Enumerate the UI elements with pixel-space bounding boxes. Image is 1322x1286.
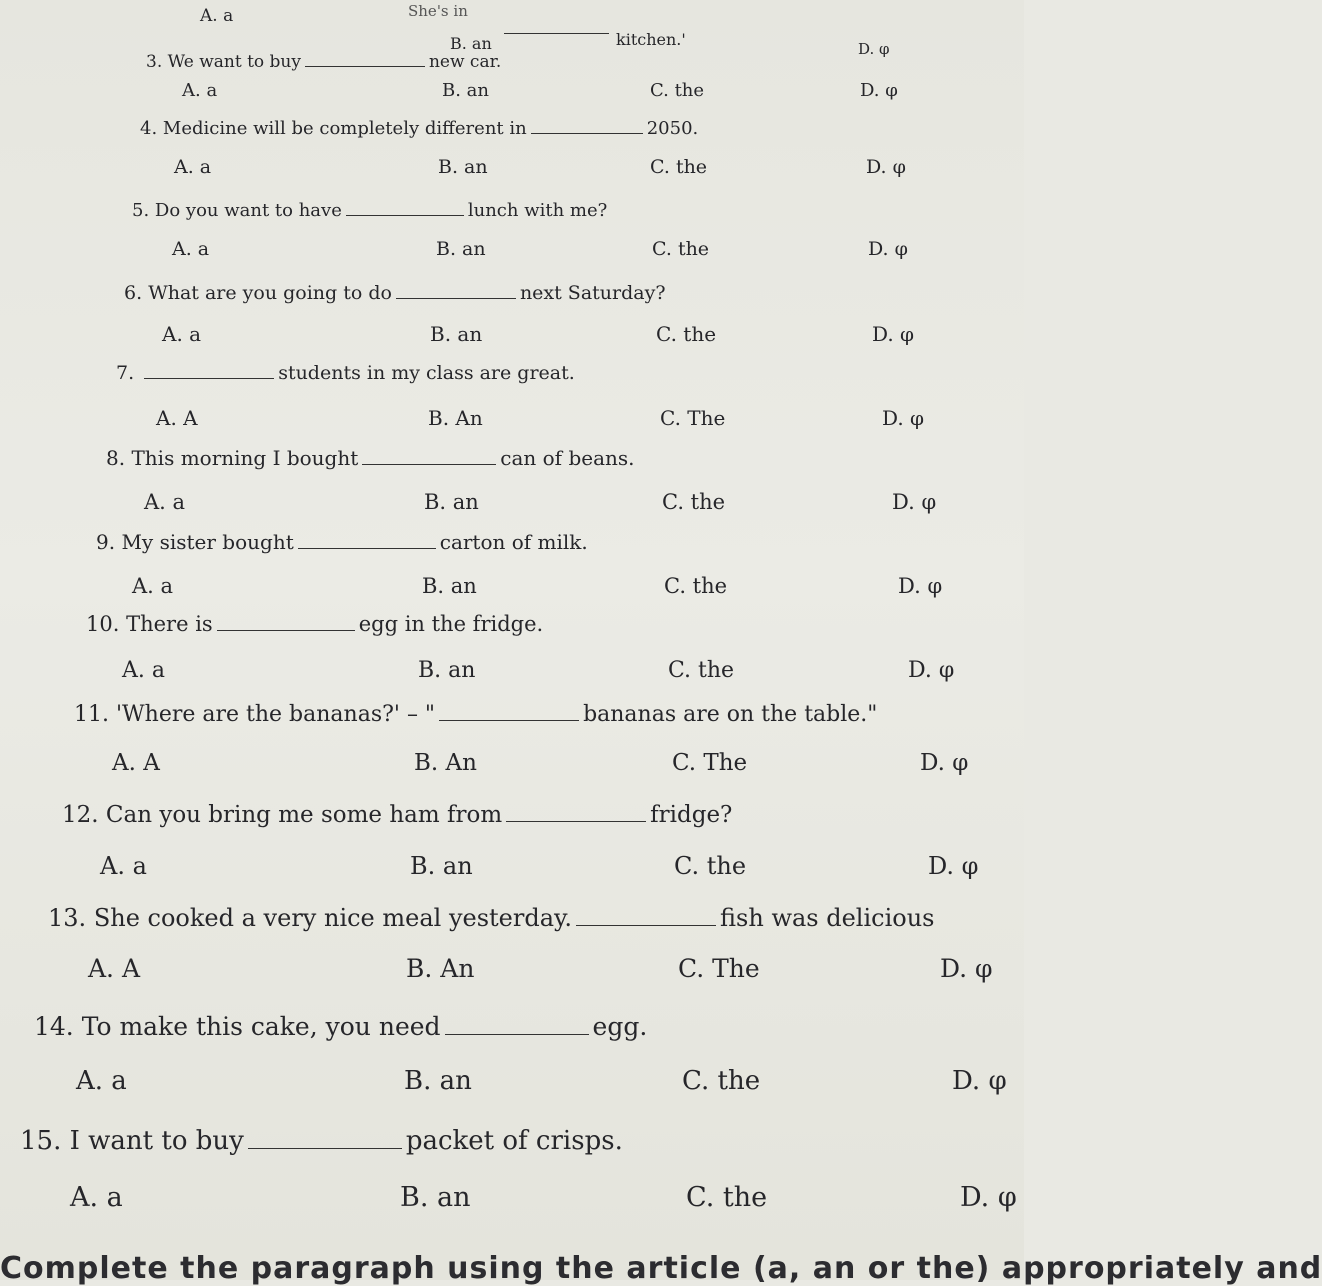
option-b[interactable]: B. an [404,1066,472,1096]
option-c[interactable]: C. The [660,406,726,430]
question-text: We want to buy [167,52,301,72]
question-8 [0,446,1024,520]
answer-blank[interactable] [346,211,464,216]
answer-blank[interactable] [439,716,579,721]
option-c[interactable]: C. the [674,852,747,880]
question-stem [48,904,935,932]
option-b[interactable]: B. an [438,156,488,178]
option-d: D. φ [858,40,890,58]
question-text: There is [126,612,213,636]
option-d[interactable]: D. φ [868,238,908,260]
option-b[interactable]: B. An [428,406,483,430]
question-number: 9. [96,530,116,554]
option-a[interactable]: A. a [182,80,218,101]
option-a[interactable]: A. a [174,156,212,178]
top-fragment [0,0,1024,60]
option-a[interactable]: A. a [100,852,147,880]
question-5 [0,200,1024,266]
question-text: She's in [408,2,468,20]
option-c[interactable]: C. the [650,156,708,178]
question-15 [0,1126,1024,1218]
answer-blank[interactable] [144,374,274,379]
question-stem [62,802,732,828]
option-b[interactable]: B. an [400,1182,471,1213]
question-text: This morning I bought [131,446,359,470]
option-d[interactable]: D. φ [952,1066,1007,1096]
question-text-after: students in my class are great. [278,362,575,384]
option-d[interactable]: D. φ [940,954,993,983]
question-stem [20,1126,623,1156]
option-d[interactable]: D. φ [882,406,925,430]
question-number: 10. [86,612,120,636]
option-a: A. a [200,6,234,26]
question-9 [0,530,1024,604]
option-a[interactable]: A. A [112,750,160,776]
option-c[interactable]: C. the [682,1066,761,1096]
option-c[interactable]: C. the [662,490,726,514]
question-text: Do you want to have [154,200,342,221]
section-instruction: Complete the paragraph using the article (a, an or the) appropriately and [0,1251,1322,1286]
question-number: 15. [20,1126,62,1156]
question-text: Medicine will be completely different in [162,118,527,139]
question-text-after: bananas are on the table." [583,702,878,727]
question-11 [0,702,1024,782]
question-stem [34,1012,647,1041]
question-text: My sister bought [121,530,294,554]
option-d[interactable]: D. φ [928,852,979,880]
option-a[interactable]: A. a [70,1182,123,1213]
question-number: 11. [74,702,109,727]
option-a[interactable]: A. A [88,954,141,983]
option-c[interactable]: C. the [664,574,728,598]
question-number: 14. [34,1012,74,1041]
option-c[interactable]: C. the [656,322,717,346]
option-a[interactable]: A. a [122,658,165,683]
option-b[interactable]: B. an [436,238,486,260]
question-stem [106,446,635,470]
question-number: 8. [106,446,126,470]
option-b[interactable]: B. an [424,490,479,514]
option-b[interactable]: B. An [406,954,475,983]
option-b: B. an [450,34,492,53]
question-stem [140,118,698,139]
question-14 [0,1012,1024,1101]
question-text-after: packet of crisps. [405,1126,623,1156]
question-text-after: new car. [428,52,502,72]
option-d[interactable]: D. φ [898,574,943,598]
option-a[interactable]: A. a [76,1066,127,1096]
question-text-after: fish was delicious [720,904,935,932]
option-c[interactable]: C. the [650,80,705,101]
question-stem [146,52,501,72]
option-d[interactable]: D. φ [960,1182,1017,1213]
answer-blank[interactable] [396,294,516,299]
question-number: 13. [48,904,87,932]
option-a[interactable]: A. a [162,322,202,346]
question-text-after: lunch with me? [467,200,608,221]
question-text: To make this cake, you need [81,1012,441,1041]
answer-blank[interactable] [576,920,716,926]
option-a[interactable]: A. a [132,574,174,598]
question-number: 12. [62,802,99,828]
answer-blank[interactable] [298,544,436,549]
option-c[interactable]: C. the [652,238,710,260]
option-d[interactable]: D. φ [860,80,898,101]
question-text: She cooked a very nice meal yesterday. [93,904,573,932]
question-number: 3. [146,52,163,72]
question-6 [0,282,1024,351]
question-text-after: next Saturday? [519,282,666,304]
question-13 [0,904,1024,988]
option-d[interactable]: D. φ [920,750,969,776]
question-text-after: carton of milk. [439,530,588,554]
option-a[interactable]: A. A [156,406,198,430]
answer-blank[interactable] [504,30,609,34]
question-stem [86,612,543,636]
question-stem [124,282,666,304]
question-4 [0,118,1024,184]
question-text-after: 2050. [646,118,699,139]
option-b[interactable]: B. an [422,574,477,598]
option-b[interactable]: B. an [430,322,483,346]
answer-blank[interactable] [445,1029,589,1035]
option-c[interactable]: C. The [672,750,748,776]
option-c[interactable]: C. the [686,1182,768,1213]
option-b[interactable]: B. an [410,852,473,880]
question-text-after: fridge? [650,802,733,828]
question-number: 6. [124,282,143,304]
question-3 [0,52,1024,107]
question-10 [0,612,1024,689]
question-stem [116,362,575,384]
option-b[interactable]: B. an [442,80,489,101]
option-c[interactable]: C. the [668,658,735,683]
option-a[interactable]: A. a [172,238,210,260]
question-number: 4. [140,118,158,139]
option-d[interactable]: D. φ [866,156,906,178]
question-number: 5. [132,200,150,221]
question-12 [0,802,1024,885]
option-d[interactable]: D. φ [872,322,915,346]
answer-blank[interactable] [217,626,355,631]
question-stem [74,702,877,727]
answer-blank[interactable] [305,63,425,67]
question-text-after: egg in the fridge. [358,612,544,636]
option-b[interactable]: B. An [414,750,477,776]
question-text-after: egg. [592,1012,648,1041]
option-d[interactable]: D. φ [908,658,955,683]
question-7 [0,362,1024,435]
answer-blank[interactable] [248,1143,402,1149]
question-stem [132,200,607,221]
option-d[interactable]: D. φ [892,490,937,514]
question-text: What are you going to do [148,282,392,304]
question-text: 'Where are the bananas?' – " [116,702,436,727]
answer-blank[interactable] [506,816,646,822]
question-text: Can you bring me some ham from [105,802,503,828]
answer-blank[interactable] [531,129,643,134]
question-number: 7. [116,362,135,384]
question-text: I want to buy [69,1126,244,1156]
question-text-after: kitchen.' [616,30,686,49]
question-text-after: can of beans. [500,446,635,470]
option-c[interactable]: C. The [678,954,760,983]
option-b[interactable]: B. an [418,658,476,683]
question-stem [96,530,588,554]
option-a[interactable]: A. a [144,490,186,514]
answer-blank[interactable] [362,460,496,465]
